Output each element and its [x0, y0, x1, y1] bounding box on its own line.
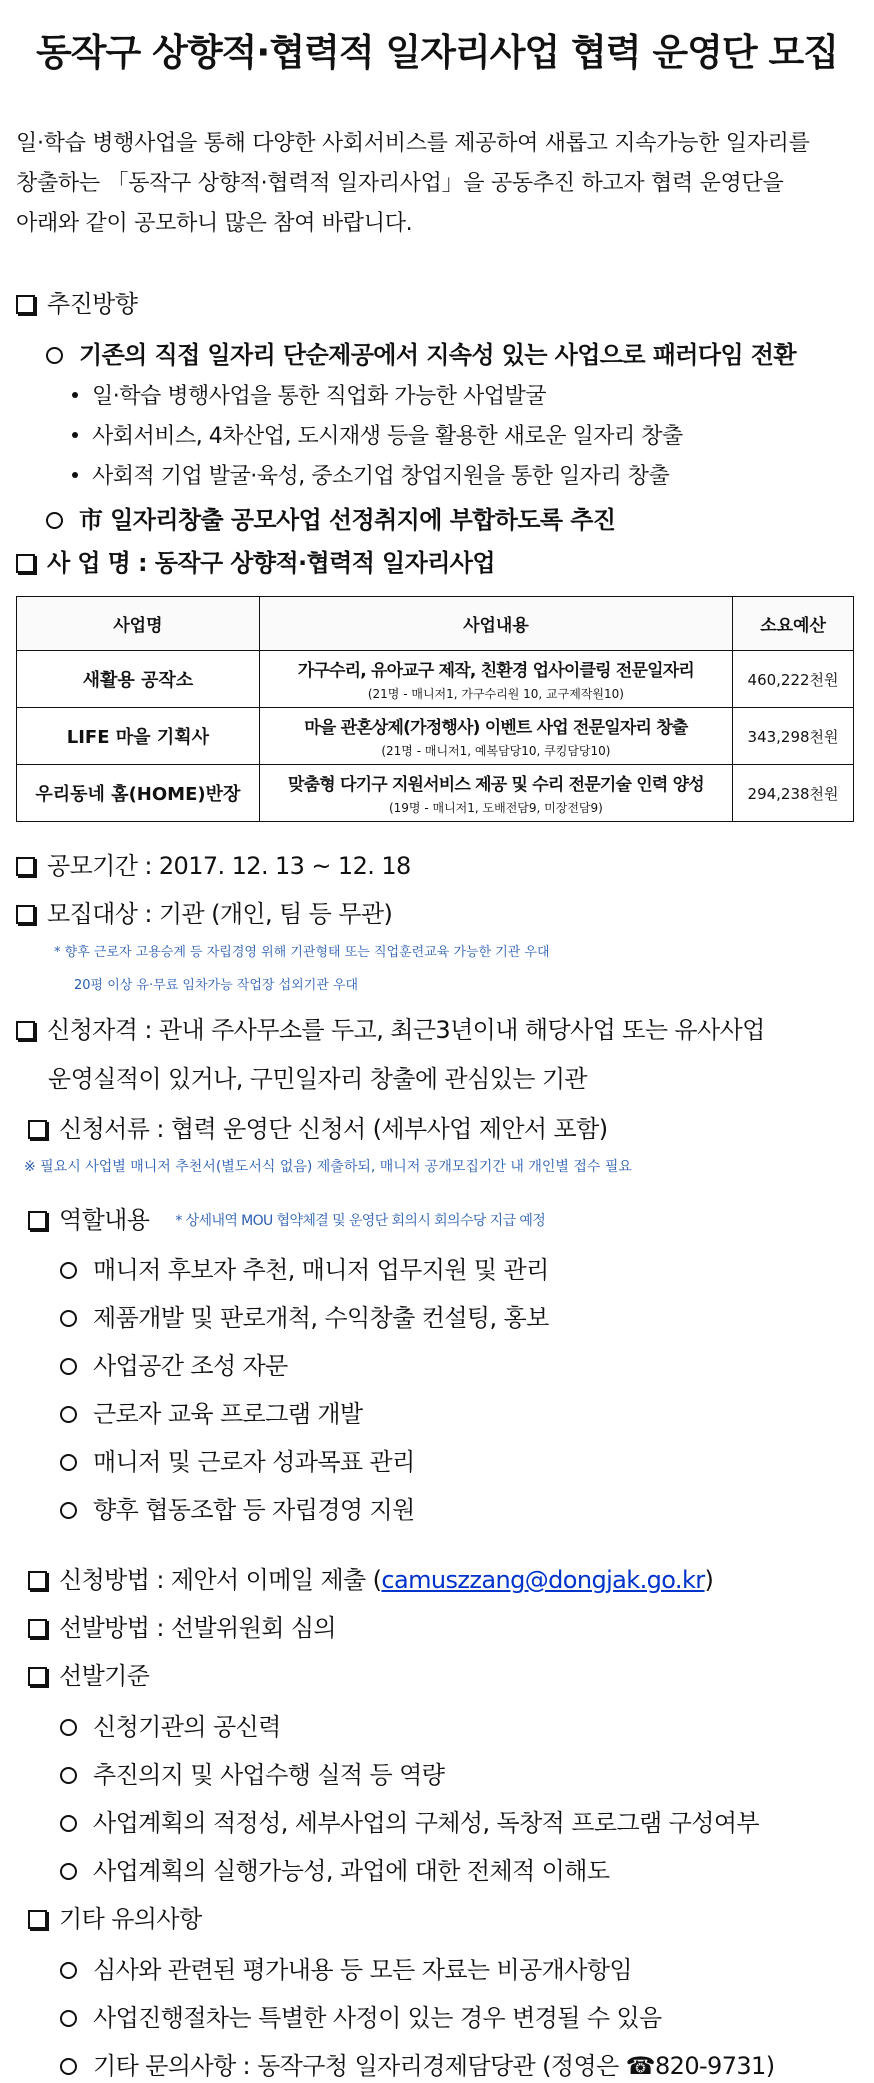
budget-cell: 343,298천원 — [733, 708, 854, 765]
qualification-line-2: 운영실적이 있거나, 구민일자리 창출에 관심있는 기관 — [48, 1065, 588, 1093]
circle-bullet-icon — [60, 1815, 77, 1832]
table-header: 사업명 — [17, 597, 260, 651]
email-link[interactable]: camuszzang@dongjak.go.kr — [381, 1566, 705, 1594]
budget-cell: 460,222천원 — [733, 651, 854, 708]
table-header: 소요예산 — [733, 597, 854, 651]
table-row — [17, 708, 854, 765]
dot-bullet-icon — [72, 472, 78, 478]
business-content-cell: 가구수리, 유아교구 제작, 친환경 업사이클링 전문일자리 (21명 - 매니저1, 가구수리원 10, 교구제작원10) — [259, 651, 732, 708]
business-name-cell: 새활용 공작소 — [17, 651, 260, 708]
direction-item-1: 기존의 직접 일자리 단순제공에서 지속성 있는 사업으로 패러다임 전환 — [46, 335, 796, 370]
checkbox-square-icon — [28, 1571, 47, 1590]
role-item: 향후 협동조합 등 자립경영 지원 — [60, 1490, 415, 1525]
table-header-row — [17, 597, 854, 651]
documents-note: ※ 필요시 사업별 매니저 추천서(별도서식 없음) 제출하되, 매니저 공개모집기간 내 개인별 접수 필요 — [24, 1159, 632, 1175]
criteria-item: 신청기관의 공신력 — [60, 1707, 281, 1742]
criteria-item: 사업계획의 적정성, 세부사업의 구체성, 독창적 프로그램 구성여부 — [60, 1803, 759, 1838]
dot-bullet-icon — [72, 392, 78, 398]
checkbox-square-icon — [16, 295, 35, 314]
role-item: 매니저 및 근로자 성과목표 관리 — [60, 1442, 415, 1477]
target-note-1: * 향후 근로자 고용승계 등 자립경영 위해 기관형태 또는 직업훈련교육 가능한 기관 우대 — [54, 945, 550, 960]
checkbox-square-icon — [28, 1910, 47, 1929]
table-header: 사업내용 — [259, 597, 732, 651]
circle-bullet-icon — [60, 1719, 77, 1736]
section-selection: 선발방법 : 선발위원회 심의 — [28, 1608, 336, 1643]
table-row — [17, 765, 854, 822]
circle-bullet-icon — [60, 1454, 77, 1471]
direction-bullet-1: 일·학습 병행사업을 통한 직업화 가능한 사업발굴 — [72, 379, 546, 410]
section-target: 모집대상 : 기관 (개인, 팀 등 무관) — [16, 894, 392, 929]
budget-cell: 294,238천원 — [733, 765, 854, 822]
checkbox-square-icon — [16, 1021, 35, 1040]
roles-note: * 상세내역 MOU 협약체결 및 운영단 회의시 회의수당 지급 예정 — [175, 1213, 546, 1229]
circle-bullet-icon — [60, 2058, 77, 2075]
direction-bullet-3: 사회적 기업 발굴·육성, 중소기업 창업지원을 통한 일자리 창출 — [72, 459, 669, 490]
business-content-cell: 마을 관혼상제(가정행사) 이벤트 사업 전문일자리 창출 (21명 - 매니저1, 예복담당10, 쿠킹담당10) — [259, 708, 732, 765]
intro-line-3: 아래와 같이 공모하니 많은 참여 바랍니다. — [16, 211, 413, 236]
section-roles: 역할내용 * 상세내역 MOU 협약체결 및 운영단 회의시 회의수당 지급 예정 — [28, 1200, 545, 1235]
checkbox-square-icon — [28, 1667, 47, 1686]
circle-bullet-icon — [60, 1767, 77, 1784]
checkbox-square-icon — [16, 857, 35, 876]
checkbox-square-icon — [16, 905, 35, 924]
intro-line-2: 창출하는 「동작구 상향적·협력적 일자리사업」을 공동추진 하고자 협력 운영단을 — [16, 171, 784, 196]
circle-bullet-icon — [60, 1262, 77, 1279]
page-title: 동작구 상향적·협력적 일자리사업 협력 운영단 모집 — [35, 31, 839, 74]
table-row — [17, 651, 854, 708]
section-period: 공모기간 : 2017. 12. 13 ~ 12. 18 — [16, 846, 411, 881]
checkbox-square-icon — [28, 1120, 47, 1139]
etc-item: 사업진행절차는 특별한 사정이 있는 경우 변경될 수 있음 — [60, 1998, 662, 2033]
direction-bullet-2: 사회서비스, 4차산업, 도시재생 등을 활용한 새로운 일자리 창출 — [72, 419, 683, 450]
business-name-cell: LIFE 마을 기획사 — [17, 708, 260, 765]
criteria-item: 사업계획의 실행가능성, 과업에 대한 전체적 이해도 — [60, 1851, 609, 1886]
role-item: 매니저 후보자 추천, 매니저 업무지원 및 관리 — [60, 1250, 549, 1285]
circle-bullet-icon — [60, 1962, 77, 1979]
checkbox-square-icon — [28, 1619, 47, 1638]
circle-bullet-icon — [60, 1863, 77, 1880]
intro-line-1: 일·학습 병행사업을 통해 다양한 사회서비스를 제공하여 새롭고 지속가능한 일자리를 — [16, 131, 810, 156]
section-criteria: 선발기준 — [28, 1656, 149, 1691]
circle-bullet-icon — [60, 1310, 77, 1327]
section-direction-heading: 추진방향 — [47, 290, 138, 318]
direction-item-2: 市 일자리창출 공모사업 선정취지에 부합하도록 추진 — [46, 500, 615, 535]
section-etc: 기타 유의사항 — [28, 1899, 202, 1934]
section-documents: 신청서류 : 협력 운영단 신청서 (세부사업 제안서 포함) — [28, 1109, 607, 1144]
section-apply: 신청방법 : 제안서 이메일 제출 (camuszzang@dongjak.go.kr) — [28, 1560, 713, 1595]
section-qualification: 신청자격 : 관내 주사무소를 두고, 최근3년이내 해당사업 또는 유사사업 — [16, 1010, 765, 1045]
circle-bullet-icon — [46, 512, 63, 529]
circle-bullet-icon — [60, 1358, 77, 1375]
role-item: 제품개발 및 판로개척, 수익창출 컨설팅, 홍보 — [60, 1298, 549, 1333]
role-item: 사업공간 조성 자문 — [60, 1346, 288, 1381]
criteria-item: 추진의지 및 사업수행 실적 등 역량 — [60, 1755, 444, 1790]
circle-bullet-icon — [60, 1406, 77, 1423]
section-business-name: 사 업 명 : 동작구 상향적·협력적 일자리사업 — [16, 543, 495, 578]
business-table — [16, 596, 854, 822]
etc-item: 기타 문의사항 : 동작구청 일자리경제담당관 (정영은 ☎820-9731) — [60, 2046, 775, 2081]
circle-bullet-icon — [60, 1502, 77, 1519]
checkbox-square-icon — [28, 1211, 47, 1230]
circle-bullet-icon — [46, 347, 63, 364]
role-item: 근로자 교육 프로그램 개발 — [60, 1394, 363, 1429]
etc-item: 심사와 관련된 평가내용 등 모든 자료는 비공개사항임 — [60, 1950, 632, 1985]
section-direction — [16, 284, 137, 319]
circle-bullet-icon — [60, 2010, 77, 2027]
business-name-cell: 우리동네 홈(HOME)반장 — [17, 765, 260, 822]
target-note-2: 20평 이상 유·무료 임차가능 작업장 섭외기관 우대 — [74, 978, 359, 993]
dot-bullet-icon — [72, 432, 78, 438]
checkbox-square-icon — [16, 554, 35, 573]
business-content-cell: 맞춤형 다기구 지원서비스 제공 및 수리 전문기술 인력 양성 (19명 - 매니저1, 도배전담9, 미장전담9) — [259, 765, 732, 822]
